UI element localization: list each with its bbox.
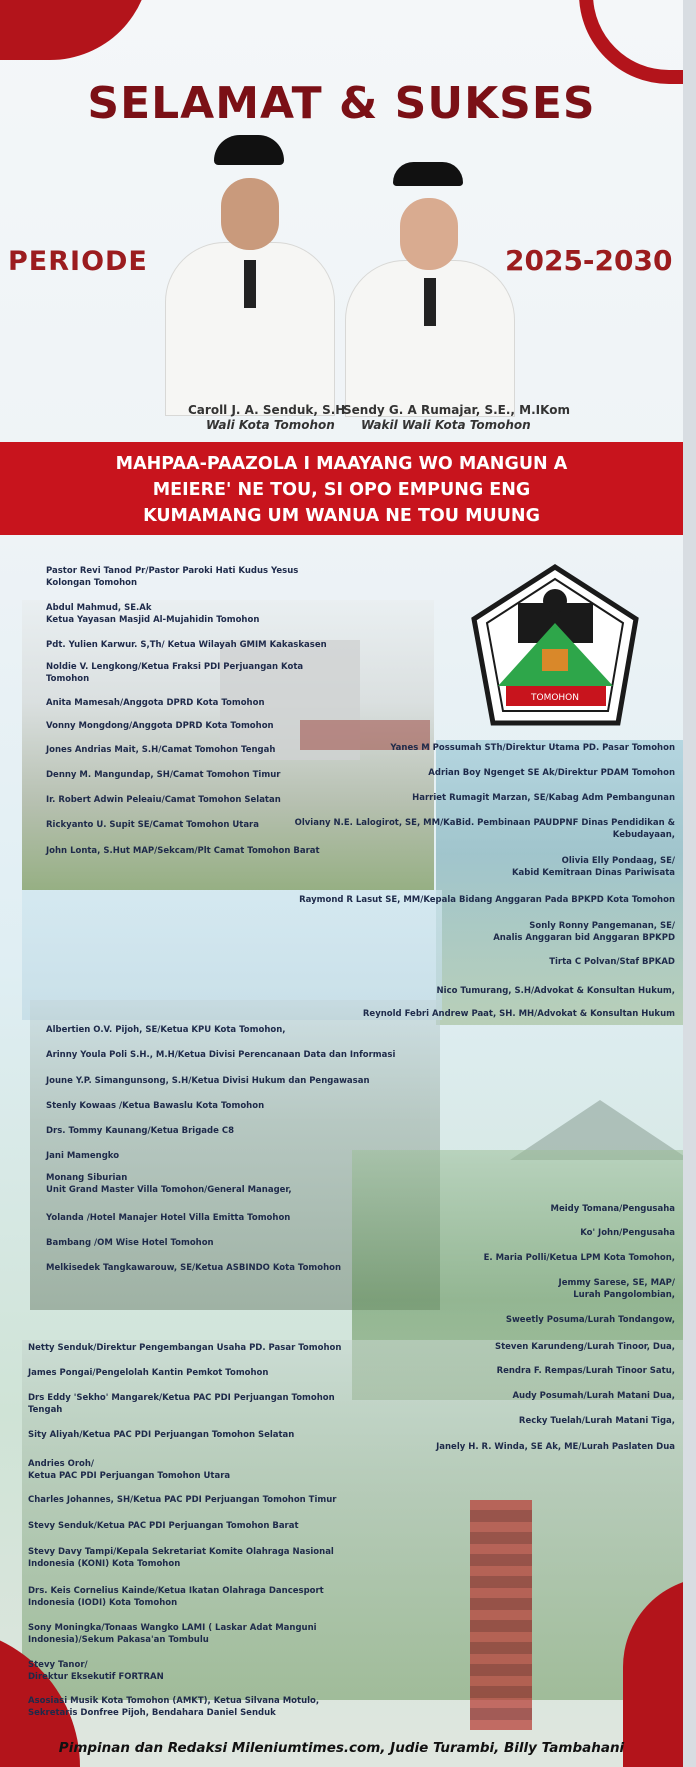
honoree-entry	[551, 1203, 675, 1215]
honoree-line: Indonesia (KONI) Kota Tomohon	[28, 1559, 181, 1569]
honoree-line: Sekretaris Donfree Pijoh, Bendahara Daniel Senduk	[28, 1708, 276, 1718]
honoree-line: Audy Posumah/Lurah Matani Dua,	[512, 1391, 675, 1401]
honoree-line: Tirta C Polvan/Staf BPKAD	[549, 957, 675, 967]
honoree-line: Stenly Kowaas /Ketua Bawaslu Kota Tomohon	[46, 1101, 265, 1111]
honoree-line: Sweetly Posuma/Lurah Tondangow,	[505, 1315, 675, 1325]
official-name-1: Caroll J. A. Senduk, S.H	[188, 403, 346, 417]
honoree-line: Stevy Senduk/Ketua PAC PDI Perjuangan Tomohon Barat	[28, 1521, 299, 1531]
honoree-entry	[46, 794, 281, 806]
honoree-line: Joune Y.P. Simangunsong, S.H/Ketua Divisi Hukum dan Pengawasan	[46, 1076, 370, 1086]
honoree-entry	[46, 1150, 119, 1162]
honoree-entry	[28, 1520, 299, 1532]
honoree-entry	[46, 1212, 290, 1224]
honoree-line: Olivia Elly Pondaag, SE/	[561, 856, 675, 866]
honoree-entry	[497, 1365, 675, 1377]
honoree-entry	[495, 1341, 675, 1353]
honoree-entry	[46, 744, 275, 756]
honoree-line: Monang Siburian	[46, 1173, 128, 1183]
honoree-entry	[580, 1227, 675, 1239]
honoree-line: Stevy Davy Tampi/Kepala Sekretariat Komite Olahraga Nasional	[28, 1547, 334, 1557]
logo-text: TOMOHON	[530, 693, 580, 703]
honoree-entry	[484, 1252, 675, 1264]
honoree-entry	[28, 1622, 317, 1646]
honoree-line: Meidy Tomana/Pengusaha	[550, 1204, 675, 1214]
honoree-entry	[28, 1458, 230, 1482]
honoree-line: Reynold Febri Andrew Paat, SH. MH/Advokat & Konsultan Hukum	[362, 1009, 675, 1019]
honoree-line: Adrian Boy Ngenget SE Ak/Direktur PDAM Tomohon	[428, 768, 675, 778]
honoree-entry	[46, 602, 259, 626]
honoree-entry	[46, 1125, 234, 1137]
honoree-line: Ko' John/Pengusaha	[580, 1228, 675, 1238]
honoree-line: Kebudayaan,	[612, 830, 675, 840]
honoree-line: Anita Mamesah/Anggota DPRD Kota Tomohon	[46, 698, 265, 708]
honoree-line: Unit Grand Master Villa Tomohon/General Manager,	[46, 1185, 292, 1195]
honoree-entry	[46, 1237, 214, 1249]
honoree-line: Asosiasi Musik Kota Tomohon (AMKT), Ketua Silvana Motulo,	[28, 1696, 320, 1706]
honoree-entry	[46, 720, 274, 732]
right-edge-strip	[683, 0, 696, 1767]
honoree-entry	[28, 1695, 319, 1719]
honoree-line: Rendra F. Rempas/Lurah Tinoor Satu,	[496, 1366, 675, 1376]
honoree-entry	[46, 845, 320, 857]
honoree-line: Netty Senduk/Direktur Pengembangan Usaha PD. Pasar Tomohon	[28, 1343, 342, 1353]
motto-line-1: MAHPAA-PAAZOLA I MAAYANG WO MANGUN A	[115, 454, 568, 474]
honoree-line: Olviany N.E. Lalogirot, SE, MM/KaBid. Pembinaan PAUDPNF Dinas Pendidikan &	[294, 818, 675, 828]
official-role-2: Wakil Wali Kota Tomohon	[361, 418, 531, 432]
corner-decoration-top-left	[0, 0, 150, 60]
honoree-line: Drs. Keis Cornelius Kainde/Ketua Ikatan Olahraga Dancesport	[28, 1586, 324, 1596]
river-photo	[436, 740, 683, 1025]
official-photo-vice-mayor	[340, 150, 520, 415]
honoree-line: Bambang /OM Wise Hotel Tomohon	[46, 1238, 214, 1248]
period-years: 2025-2030	[505, 244, 673, 277]
honoree-line: Kabid Kemitraan Dinas Pariwisata	[511, 868, 675, 878]
honoree-line: Pdt. Yulien Karwur. S,Th/ Ketua Wilayah GMIM Kakaskasen	[46, 640, 327, 650]
honoree-line: Kolongan Tomohon	[46, 578, 138, 588]
honoree-entry	[28, 1429, 294, 1441]
honoree-line: Tomohon	[46, 674, 90, 684]
motto-banner	[0, 442, 683, 535]
honoree-line: Steven Karundeng/Lurah Tinoor, Dua,	[494, 1342, 675, 1352]
honoree-line: Arinny Youla Poli S.H., M.H/Ketua Divisi Perencanaan Data dan Informasi	[46, 1050, 396, 1060]
honoree-line: James Pongai/Pengelolah Kantin Pemkot Tomohon	[28, 1368, 269, 1378]
honoree-line: Abdul Mahmud, SE.Ak	[46, 603, 152, 613]
honoree-entry	[46, 1075, 370, 1087]
honoree-line: Raymond R Lasut SE, MM/Kepala Bidang Anggaran Pada BPKPD Kota Tomohon	[299, 895, 675, 905]
honoree-entry	[390, 742, 675, 754]
honoree-line: Indonesia)/Sekum Pakasa'an Tombulu	[28, 1635, 209, 1645]
honoree-line: Jemmy Sarese, SE, MAP/	[558, 1278, 675, 1288]
honoree-line: E. Maria Polli/Ketua LPM Kota Tomohon,	[483, 1253, 675, 1263]
honoree-line: Sony Moningka/Tonaas Wangko LAMI ( Laskar Adat Manguni	[28, 1623, 317, 1633]
honoree-line: Recky Tuelah/Lurah Matani Tiga,	[518, 1416, 675, 1426]
periode-label: PERIODE	[8, 246, 148, 277]
motto-line-2: MEIERE' NE TOU, SI OPO EMPUNG ENG	[152, 480, 531, 500]
honoree-entry	[437, 985, 675, 997]
honoree-line: Andries Oroh/	[28, 1459, 95, 1469]
honoree-entry	[46, 697, 265, 709]
honoree-entry	[295, 817, 675, 841]
honoree-line: Stevy Tanor/	[28, 1660, 88, 1670]
honoree-line: Ir. Robert Adwin Peleaiu/Camat Tomohon Selatan	[46, 795, 281, 805]
honoree-entry	[436, 1441, 675, 1453]
official-name-2: Sendy G. A Rumajar, S.E., M.IKom	[343, 403, 570, 417]
honoree-entry	[46, 1172, 292, 1196]
honoree-line: Melkisedek Tangkawarouw, SE/Ketua ASBINDO Kota Tomohon	[46, 1263, 342, 1273]
honoree-entry	[519, 1415, 675, 1427]
honoree-entry	[549, 956, 675, 968]
honoree-line: Direktur Eksekutif FORTRAN	[28, 1672, 164, 1682]
honoree-entry	[428, 767, 675, 779]
honoree-line: Drs Eddy 'Sekho' Mangarek/Ketua PAC PDI Perjuangan Tomohon	[28, 1393, 335, 1403]
official-role-1: Wali Kota Tomohon	[206, 418, 335, 432]
honoree-line: Yolanda /Hotel Manajer Hotel Villa Emitta Tomohon	[46, 1213, 291, 1223]
pagoda-tower	[470, 1500, 532, 1730]
honoree-line: Indonesia (IODI) Kota Tomohon	[28, 1598, 178, 1608]
honoree-entry	[28, 1342, 341, 1354]
honoree-entry	[46, 1100, 264, 1112]
honoree-entry	[299, 894, 675, 906]
honoree-line: Lurah Pangolombian,	[573, 1290, 675, 1300]
honoree-entry	[46, 1024, 286, 1036]
honoree-entry	[46, 639, 327, 651]
honoree-line: Jani Mamengko	[46, 1151, 120, 1161]
honoree-line: Jones Andrias Mait, S.H/Camat Tomohon Tengah	[46, 745, 276, 755]
honoree-line: Janely H. R. Winda, SE Ak, ME/Lurah Paslaten Dua	[436, 1442, 675, 1452]
footer-credit: Pimpinan dan Redaksi Mileniumtimes.com, Judie Turambi, Billy Tambahani	[58, 1740, 625, 1756]
honoree-entry	[46, 1262, 341, 1274]
honoree-line: Drs. Tommy Kaunang/Ketua Brigade C8	[46, 1126, 234, 1136]
corner-decoration-top-right	[579, 0, 683, 84]
honoree-entry	[28, 1585, 324, 1609]
honoree-line: Albertien O.V. Pijoh, SE/Ketua KPU Kota Tomohon,	[46, 1025, 286, 1035]
honoree-line: John Lonta, S.Hut MAP/Sekcam/Plt Camat Tomohon Barat	[46, 846, 320, 856]
motto-line-3: KUMAMANG UM WANUA NE TOU MUUNG	[143, 506, 540, 526]
honoree-line: Ketua Yayasan Masjid Al-Mujahidin Tomohon	[46, 615, 260, 625]
honoree-line: Analis Anggaran bid Anggaran BPKPD	[493, 933, 675, 943]
honoree-line: Ketua PAC PDI Perjuangan Tomohon Utara	[28, 1471, 231, 1481]
honoree-line: Sity Aliyah/Ketua PAC PDI Perjuangan Tomohon Selatan	[28, 1430, 295, 1440]
honoree-line: Denny M. Mangundap, SH/Camat Tomohon Timur	[46, 770, 281, 780]
honoree-line: Pastor Revi Tanod Pr/Pastor Paroki Hati Kudus Yesus	[46, 566, 299, 576]
honoree-entry	[46, 565, 298, 589]
honoree-entry	[559, 1277, 675, 1301]
honoree-entry	[46, 1049, 395, 1061]
honoree-entry	[512, 1390, 675, 1402]
tomohon-city-logo	[468, 561, 643, 731]
honoree-line: Sonly Ronny Pangemanan, SE/	[529, 921, 675, 931]
honoree-entry	[28, 1546, 334, 1570]
honoree-entry	[512, 855, 675, 879]
honoree-line: Harriet Rumagit Marzan, SE/Kabag Adm Pembangunan	[412, 793, 675, 803]
honoree-line: Noldie V. Lengkong/Ketua Fraksi PDI Perjuangan Kota	[46, 662, 304, 672]
honoree-entry	[28, 1392, 335, 1416]
official-photo-mayor	[160, 130, 340, 415]
honoree-entry	[46, 769, 280, 781]
honoree-line: Vonny Mongdong/Anggota DPRD Kota Tomohon	[46, 721, 274, 731]
honoree-line: Charles Johannes, SH/Ketua PAC PDI Perjuangan Tomohon Timur	[28, 1495, 337, 1505]
honoree-entry	[28, 1659, 164, 1683]
honoree-line: Tengah	[28, 1405, 63, 1415]
honoree-entry	[493, 920, 675, 944]
honoree-entry	[412, 792, 675, 804]
honoree-line: Rickyanto U. Supit SE/Camat Tomohon Utara	[46, 820, 259, 830]
honoree-entry	[46, 661, 303, 685]
honoree-entry	[28, 1367, 268, 1379]
poster-title: SELAMAT & SUKSES	[87, 78, 596, 129]
honoree-entry	[46, 819, 259, 831]
honoree-entry	[363, 1008, 675, 1020]
honoree-entry	[28, 1494, 337, 1506]
honoree-line: Nico Tumurang, S.H/Advokat & Konsultan Hukum,	[436, 986, 675, 996]
honoree-line: Yanes M Possumah STh/Direktur Utama PD. Pasar Tomohon	[390, 743, 675, 753]
honoree-entry	[506, 1314, 675, 1326]
